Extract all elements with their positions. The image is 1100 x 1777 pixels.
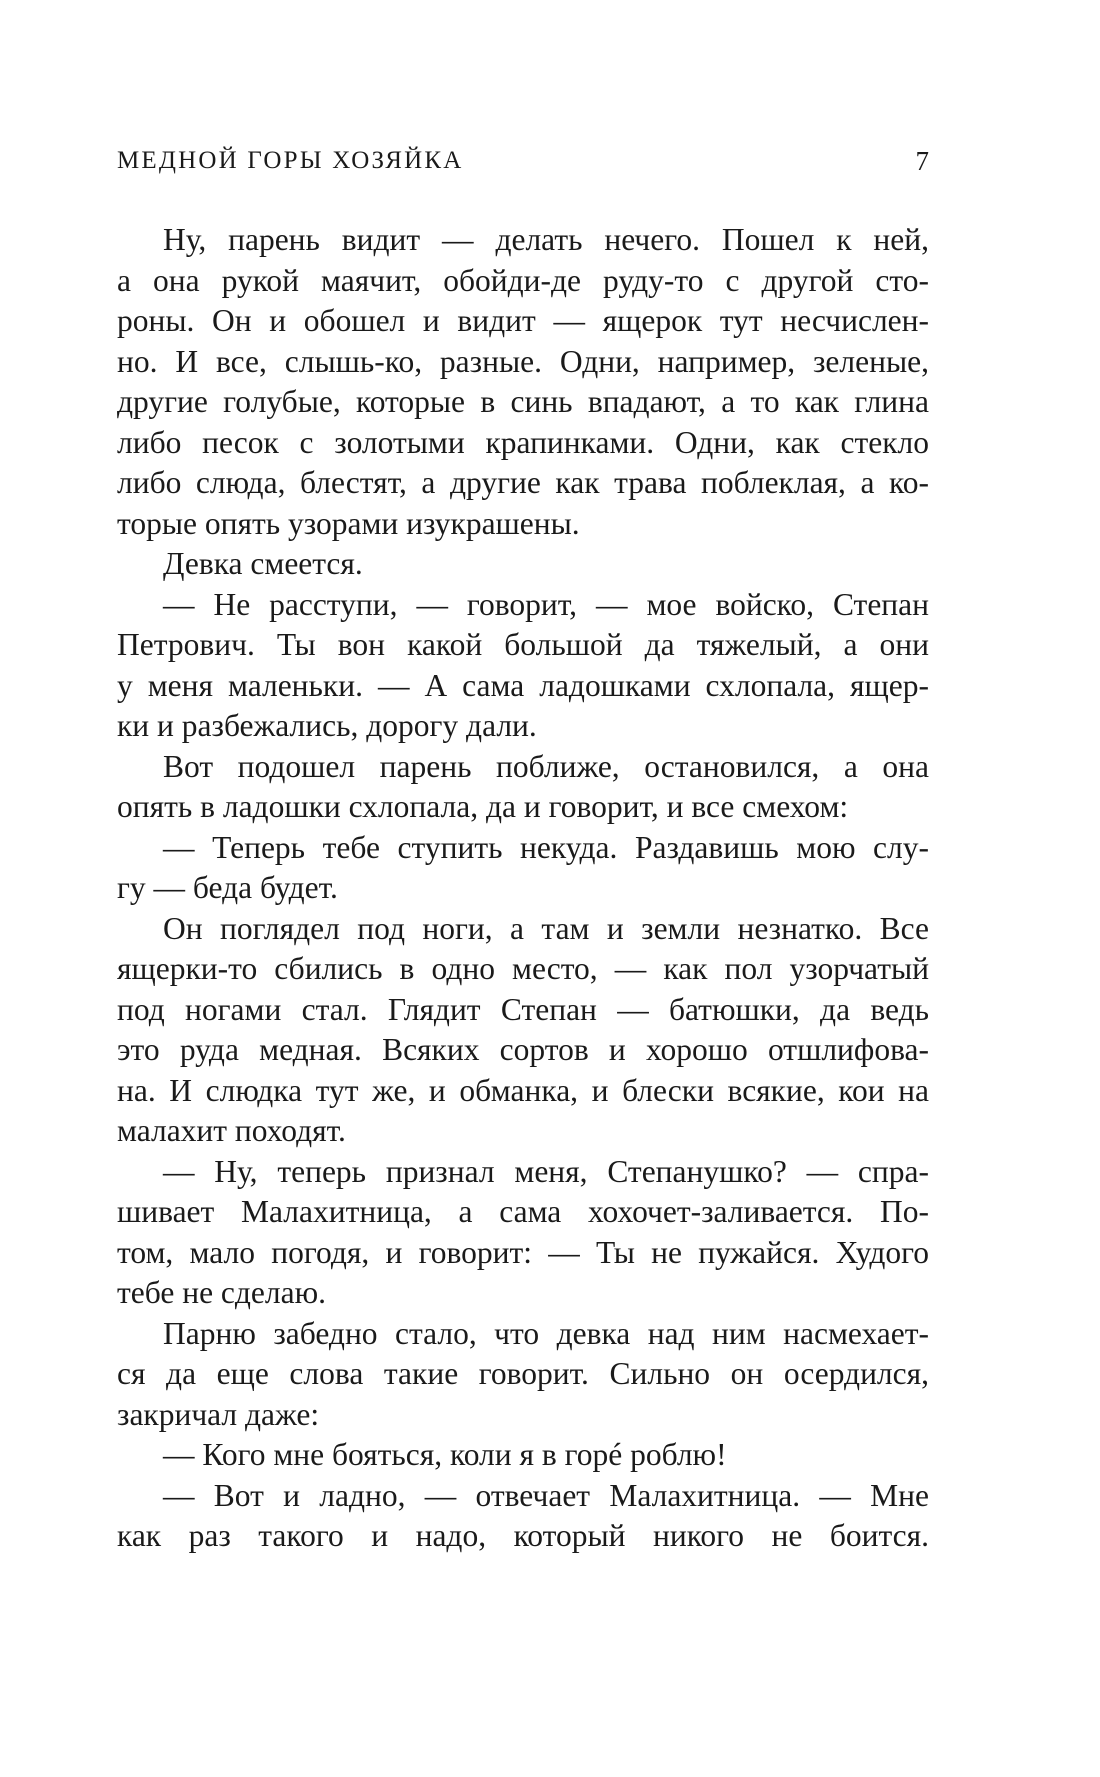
text-line: — Кого мне бояться, коли я в горé роблю! xyxy=(163,1437,727,1472)
paragraph xyxy=(117,220,929,544)
text-line: — Вот и ладно, — отвечает Малахитница. — Мне xyxy=(163,1477,929,1513)
text-line: — Ну, теперь признал меня, Степанушко? — спра- xyxy=(163,1153,929,1189)
text-line: Девка смеется. xyxy=(163,546,363,581)
page-number: 7 xyxy=(915,146,929,176)
text-line: ящерки-то сбились в одно место, — как пол узорчатый xyxy=(117,951,929,986)
paragraph xyxy=(117,828,929,909)
text-line: роны. Он и обошел и видит — ящерок тут несчислен- xyxy=(117,303,929,338)
text-line: Парню забедно стало, что девка над ним насмехает- xyxy=(163,1315,929,1351)
paragraph xyxy=(117,1435,929,1476)
running-head xyxy=(117,143,929,183)
paragraph xyxy=(117,585,929,747)
text-line: на. И слюдка тут же, и обманка, и блески всякие, кои на xyxy=(117,1072,929,1108)
text-line: другие голубые, которые в синь впадают, а то как глина xyxy=(117,384,929,419)
text-line: ся да еще слова такие говорит. Сильно он осердился, xyxy=(117,1356,929,1391)
paragraph xyxy=(117,1314,929,1436)
text-line: том, мало погодя, и говорит: — Ты не пужайся. Худого xyxy=(117,1234,929,1270)
text-line: ки и разбежались, дорогу дали. xyxy=(117,708,537,743)
text-line: гу — беда будет. xyxy=(117,870,338,905)
text-line: закричал даже: xyxy=(117,1396,320,1432)
text-line: — Теперь тебе ступить некуда. Раздавишь мою слу- xyxy=(163,829,929,865)
text-line: опять в ладошки схлопала, да и говорит, и все смехом: xyxy=(117,789,849,824)
text-line: малахит походят. xyxy=(117,1113,346,1148)
text-line: тебе не сделаю. xyxy=(117,1275,327,1310)
text-line: а она рукой маячит, обойди-де руду-то с другой сто- xyxy=(117,262,929,298)
paragraph xyxy=(117,1476,929,1557)
paragraph xyxy=(117,747,929,828)
text-line: торые опять узорами изукрашены. xyxy=(117,505,580,541)
text-line: это руда медная. Всяких сортов и хорошо отшлифова- xyxy=(117,1032,929,1067)
text-line: либо слюда, блестят, а другие как трава поблеклая, а ко- xyxy=(117,465,929,500)
paragraph xyxy=(117,1152,929,1314)
text-line: — Не расступи, — говорит, — мое войско, Степан xyxy=(163,586,929,622)
text-line: Вот подошел парень поближе, остановился, а она xyxy=(163,748,929,784)
text-line: под ногами стал. Глядит Степан — батюшки, да ведь xyxy=(117,991,929,1027)
text-line: Петрович. Ты вон какой большой да тяжелый, а они xyxy=(117,627,929,662)
text-line: у меня маленьки. — А сама ладошками схлопала, ящер- xyxy=(117,667,929,703)
paragraph xyxy=(117,909,929,1152)
text-line: шивает Малахитница, а сама хохочет-заливается. По- xyxy=(117,1194,929,1229)
text-line: либо песок с золотыми крапинками. Одни, как стекло xyxy=(117,424,929,460)
text-line: как раз такого и надо, который никого не боится. xyxy=(117,1518,929,1553)
text-line: Ну, парень видит — делать нечего. Пошел к ней, xyxy=(163,222,929,257)
text-line: Он поглядел под ноги, а там и земли незнатко. Все xyxy=(163,910,929,946)
paragraph xyxy=(117,544,929,585)
text-line: но. И все, слышь-ко, разные. Одни, например, зеленые, xyxy=(117,343,929,379)
body-text xyxy=(117,220,929,1557)
running-title: МЕДНОЙ ГОРЫ ХОЗЯЙКА xyxy=(117,147,464,174)
